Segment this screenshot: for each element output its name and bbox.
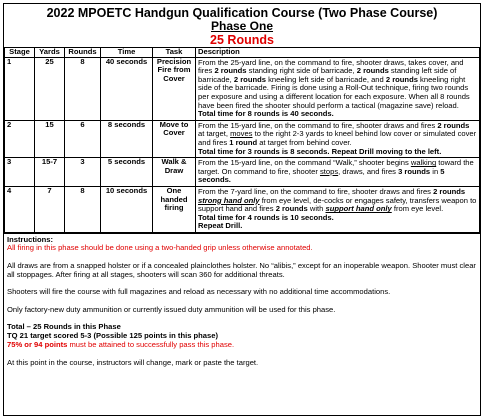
draw-instructions: All draws are from a snapped holster or if a concealed plainclothes holster. No “alibis,” except for an inoperable weapon. Shooter must clear all stoppages. After firing at all stages, shooters will scan 360 for additional threats.: [7, 261, 476, 279]
total-rounds-line: Total – 25 Rounds in this Phase: [7, 322, 121, 332]
table-header-row: [5, 48, 480, 58]
rounds-cell: 8: [65, 57, 101, 120]
description-cell: [196, 120, 480, 157]
target-scoring-line: TQ 21 target scored 5-3 (Possible 125 points in this phase): [7, 331, 218, 341]
stage-total-time: Total time for 8 rounds is 40 seconds.: [198, 109, 334, 119]
table-row: [5, 57, 480, 120]
description-segment: 1 round: [229, 137, 258, 147]
yards-cell: 7: [35, 186, 65, 232]
column-header-description: Description: [196, 48, 480, 58]
column-header-yards: Yards: [35, 48, 65, 58]
instructions-heading: Instructions:: [7, 234, 53, 244]
description-cell: [196, 186, 480, 232]
description-segment: From the 25-yard line, on the command to fire, shooter draws, takes cover, and fires: [198, 57, 464, 76]
stage-repeat-note: Repeat Drill.: [198, 221, 243, 231]
description-segment: walking: [410, 158, 437, 168]
yards-cell: 15: [35, 120, 65, 157]
description-segment: From the 15-yard line, on the command “Walk,” shooter begins: [198, 158, 411, 168]
rounds-cell: 3: [65, 158, 101, 187]
table-row: [5, 120, 480, 157]
description-segment: at target,: [198, 129, 231, 139]
table-row: [5, 186, 480, 232]
description-segment: standing left side of barricade,: [198, 66, 457, 84]
yards-cell: 25: [35, 57, 65, 120]
description-segment: strong hand only: [198, 195, 260, 205]
passing-score: 75% or 94 points: [7, 339, 68, 349]
description-segment: 2 rounds: [233, 74, 266, 84]
rounds-cell: 6: [65, 120, 101, 157]
rounds-heading: 25 Rounds: [210, 33, 274, 47]
description-segment: , draws, and fires: [338, 166, 399, 176]
instructions-section: [4, 233, 480, 368]
description-segment: 2 rounds: [275, 204, 308, 214]
description-segment: moves: [230, 129, 253, 139]
document-title: 2022 MPOETC Handgun Qualification Course (Two Phase Course): [46, 6, 438, 20]
qualification-document: [3, 3, 481, 416]
description-segment: 3 rounds: [398, 166, 431, 176]
passing-text: must be attained to successfully pass this phase.: [67, 339, 235, 349]
description-segment: in: [430, 166, 441, 176]
stage-cell: 1: [5, 57, 35, 120]
description-segment: support hand only: [325, 204, 392, 214]
task-cell: Precision Fire from Cover: [153, 57, 196, 120]
description-segment: at target from behind cover.: [257, 137, 352, 147]
description-segment: 2 rounds: [214, 66, 247, 76]
task-cell: One handed firing: [153, 186, 196, 232]
description-cell: [196, 158, 480, 187]
task-cell: Move to Cover: [153, 120, 196, 157]
stage-total-time: Total time for 4 rounds is 10 seconds.: [198, 212, 334, 222]
description-cell: [196, 57, 480, 120]
description-segment: 2 rounds: [437, 120, 470, 130]
description-segment: with: [307, 204, 326, 214]
target-change-note: At this point in the course, instructors will change, mark or paste the target.: [7, 358, 259, 368]
time-cell: 10 seconds: [101, 186, 153, 232]
description-segment: From the 7-yard line, on the command to fire, shooter draws and fires: [198, 186, 434, 196]
column-header-time: Time: [101, 48, 153, 58]
description-segment: kneeling left side of barricade, and: [265, 74, 386, 84]
task-cell: Walk & Draw: [153, 158, 196, 187]
passing-requirement: [7, 341, 477, 350]
description-segment: stops: [319, 166, 339, 176]
stage-cell: 3: [5, 158, 35, 187]
phase-heading: Phase One: [210, 19, 274, 33]
table-row: [5, 158, 480, 187]
stages-table: [4, 47, 480, 233]
stage-cell: 2: [5, 120, 35, 157]
description-segment: 5 seconds.: [198, 166, 445, 185]
column-header-task: Task: [153, 48, 196, 58]
description-segment: toward the target. On command to fire, shooter: [198, 158, 474, 176]
description-segment: from eye level, de-cocks or engages safety, transfers weapon to support hand and fires: [198, 195, 477, 214]
ammunition-instructions: Only factory-new duty ammunition or currently issued duty ammunition will be used for this phase.: [7, 304, 336, 314]
rounds-cell: 8: [65, 186, 101, 232]
time-cell: 40 seconds: [101, 57, 153, 120]
document-header: [4, 4, 480, 47]
column-header-stage: Stage: [5, 48, 35, 58]
description-segment: to the right 2-3 yards to kneel behind low cover or simulated cover and fires: [198, 129, 477, 147]
description-segment: From the 15-yard line, on the command to fire, shooter draws and fires: [198, 120, 438, 130]
stage-cell: 4: [5, 186, 35, 232]
description-segment: 2 rounds: [385, 74, 418, 84]
stage-total-time: Total time for 3 rounds is 8 seconds. Repeat Drill moving to the left.: [198, 146, 442, 156]
description-segment: standing right side of barricade,: [246, 66, 357, 76]
column-header-rounds: Rounds: [65, 48, 101, 58]
description-segment: 2 rounds: [356, 66, 389, 76]
time-cell: 8 seconds: [101, 120, 153, 157]
yards-cell: 15-7: [35, 158, 65, 187]
description-segment: from eye level.: [391, 204, 444, 214]
magazine-instructions: Shooters will fire the course with full magazines and reload as necessary with no additional time accommodations.: [7, 287, 391, 297]
description-segment: 2 rounds: [433, 186, 466, 196]
two-handed-grip-note: All firing in this phase should be done using a two-handed grip unless otherwise annotated.: [7, 243, 313, 253]
time-cell: 5 seconds: [101, 158, 153, 187]
description-segment: kneeling right side of the barricade. Firing is done using a Roll-Out technique, firing two rounds per exposure and using a different location for each exposure. When all 8 rounds have been fired the shooter should perform a tactical (magazine save) reload.: [198, 74, 470, 110]
